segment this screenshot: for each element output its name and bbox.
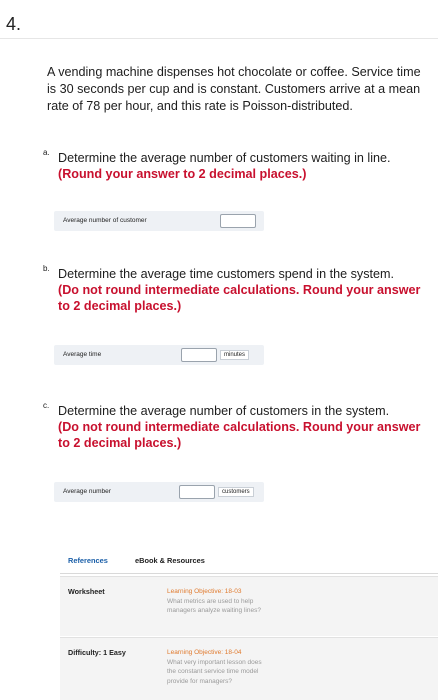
part-b-text: Determine the average time customers spend in the system. [58, 267, 394, 281]
answer-row-c [54, 482, 264, 502]
answer-row-b [54, 345, 264, 365]
part-b-marker: b. [43, 264, 50, 273]
part-b [43, 264, 432, 314]
resource-tabs [60, 548, 438, 574]
resource-description [167, 587, 267, 616]
learning-objective-question: What metrics are used to help managers analyze waiting lines? [167, 597, 261, 614]
tab-ebook-resources[interactable]: eBook & Resources [135, 556, 205, 565]
learning-objective-question: What very important lesson does the constant service time model provide for managers? [167, 658, 262, 685]
resource-worksheet[interactable] [60, 576, 438, 636]
part-a-text: Determine the average number of customers waiting in line. [58, 151, 391, 165]
unit-label-b: minutes [220, 350, 249, 360]
question-number: 4. [6, 14, 22, 34]
part-a-hint: (Round your answer to 2 decimal places.) [58, 167, 307, 181]
resource-description [167, 648, 267, 686]
divider [0, 38, 438, 39]
part-c [43, 401, 432, 451]
unit-label-c: customers [218, 487, 254, 497]
part-c-marker: c. [43, 401, 50, 410]
part-c-text: Determine the average number of customers in the system. [58, 404, 390, 418]
part-a [43, 148, 432, 182]
answer-label-b: Average time [63, 351, 102, 358]
learning-objective: Learning Objective: 18-03 [167, 588, 242, 595]
tab-references[interactable]: References [68, 556, 108, 565]
resource-title: Worksheet [68, 587, 105, 596]
resource-difficulty[interactable] [60, 637, 438, 700]
part-c-hint: (Do not round intermediate calculations. Round your answer to 2 decimal places.) [58, 420, 421, 450]
answer-row-a [54, 211, 264, 231]
answer-label-c: Average number [63, 488, 111, 495]
answer-label-a: Average number of customer [63, 217, 147, 224]
answer-input-b[interactable] [181, 348, 217, 362]
answer-input-c[interactable] [179, 485, 215, 499]
learning-objective: Learning Objective: 18-04 [167, 649, 242, 656]
answer-input-a[interactable] [220, 214, 256, 228]
question-intro: A vending machine dispenses hot chocolate or coffee. Service time is 30 seconds per cup and is constant. Customers arrive at a mean rate of 78 per hour, and this rate is Poisson-distributed. [47, 65, 421, 113]
part-b-hint: (Do not round intermediate calculations. Round your answer to 2 decimal places.) [58, 283, 421, 313]
part-a-marker: a. [43, 148, 50, 157]
resource-title: Difficulty: 1 Easy [68, 648, 126, 657]
